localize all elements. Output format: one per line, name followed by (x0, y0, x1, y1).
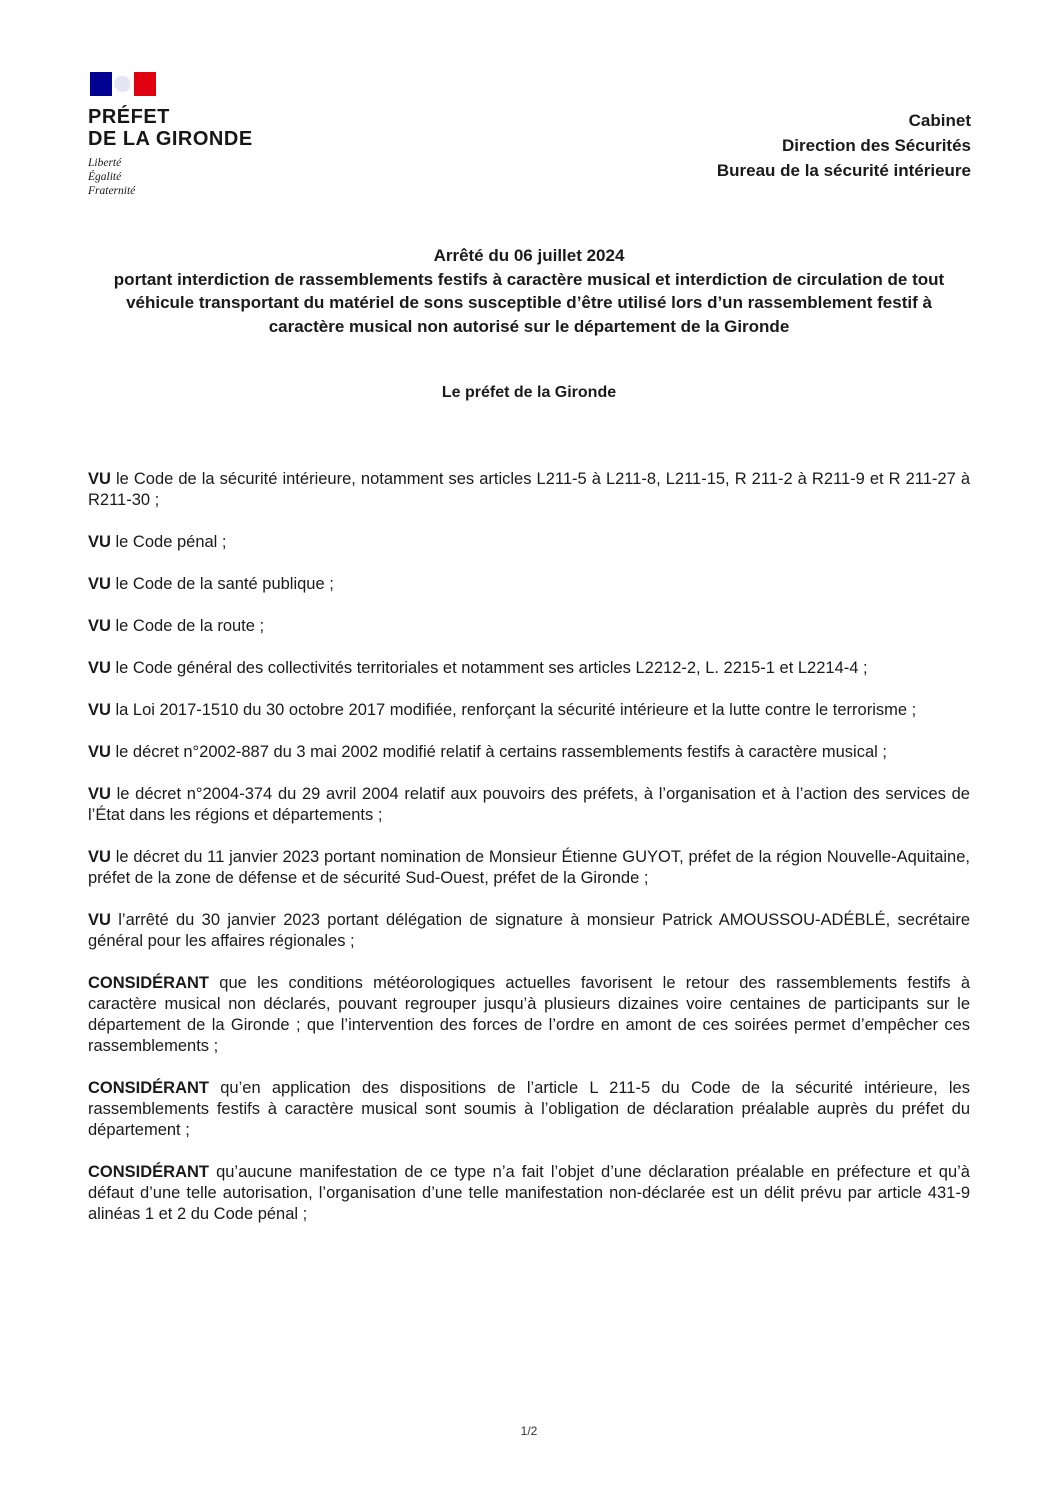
paragraph-text: le Code pénal ; (110, 533, 227, 551)
visa-paragraph (88, 574, 970, 595)
flag-red-band (134, 72, 156, 96)
paragraph-keyword: CONSIDÉRANT (88, 1079, 210, 1097)
visa-paragraph (88, 532, 970, 553)
service-cabinet: Cabinet (908, 111, 971, 130)
service-bureau: Bureau de la sécurité intérieure (716, 161, 971, 180)
paragraph-text: le décret n°2004-374 du 29 avril 2004 relatif aux pouvoirs des préfets, à l’organisation et à l’action des services de l’État dans les régions et départements ; (88, 785, 970, 824)
visa-paragraph (88, 973, 970, 1057)
paragraph-keyword: VU (88, 533, 111, 551)
devise-egalite: Égalité (88, 171, 122, 183)
paragraph-keyword: VU (88, 470, 111, 488)
paragraph-keyword: VU (88, 911, 111, 929)
paragraph-text: qu’en application des dispositions de l’article L 211-5 du Code de la sécurité intérieure, les rassemblements festifs à caractère musical sont soumis à l’obligation de déclaration préalable auprès du préfet du département ; (88, 1079, 970, 1139)
flag-blue-band (90, 72, 112, 96)
devise (88, 156, 308, 198)
visa-paragraph (88, 616, 970, 637)
paragraph-text: qu’aucune manifestation de ce type n’a fait l’objet d’une déclaration préalable en préfecture et qu’à défaut d’une telle autorisation, l’organisation d’une telle manifestation non-déclarée est un délit prévu par article 431-9 alinéas 1 et 2 du Code pénal ; (88, 1163, 970, 1223)
document-body (88, 469, 970, 1246)
visa-paragraph (88, 469, 970, 511)
visa-paragraph (88, 784, 970, 826)
paragraph-keyword: VU (88, 659, 111, 677)
paragraph-keyword: CONSIDÉRANT (88, 974, 210, 992)
paragraph-keyword: VU (88, 575, 111, 593)
paragraph-text: le décret du 11 janvier 2023 portant nomination de Monsieur Étienne GUYOT, préfet de la région Nouvelle-Aquitaine, préfet de la zone de défense et de sécurité Sud-Ouest, préfet de la Gironde ; (88, 848, 970, 887)
visa-paragraph (88, 742, 970, 763)
visa-paragraph (88, 910, 970, 952)
prefet-name (88, 106, 308, 150)
flag-white-band (112, 72, 134, 96)
visa-paragraph (88, 700, 970, 721)
paragraph-text: que les conditions météorologiques actuelles favorisent le retour des rassemblements festifs à caractère musical non déclarés, pouvant regrouper jusqu’à plusieurs dizaines voire centaines de participants sur le département de la Gironde ; que l’intervention des forces de l’ordre en amont de ces soirées permet d’empêcher ces rassemblements ; (88, 974, 970, 1055)
french-flag-icon (90, 72, 156, 96)
prefet-name-line2: DE LA GIRONDE (88, 128, 253, 150)
title-date: Arrêté du 06 juillet 2024 (433, 246, 625, 265)
visa-paragraph (88, 1078, 970, 1141)
paragraph-keyword: VU (88, 785, 111, 803)
visa-paragraph (88, 1162, 970, 1225)
paragraph-text: le Code de la santé publique ; (110, 575, 334, 593)
paragraph-text: la Loi 2017-1510 du 30 octobre 2017 modifiée, renforçant la sécurité intérieure et la lutte contre le terrorisme ; (110, 701, 917, 719)
paragraph-text: le Code de la sécurité intérieure, notamment ses articles L211-5 à L211-8, L211-15, R 211-2 à R211-9 et R 211-27 à R211-30 ; (88, 470, 970, 509)
paragraph-text: le décret n°2002-887 du 3 mai 2002 modifié relatif à certains rassemblements festifs à caractère musical ; (110, 743, 887, 761)
paragraph-keyword: CONSIDÉRANT (88, 1163, 210, 1181)
paragraph-text: le Code de la route ; (110, 617, 265, 635)
page-number: 1/2 (520, 1424, 538, 1438)
paragraph-text: l’arrêté du 30 janvier 2023 portant délégation de signature à monsieur Patrick AMOUSSOU-ADÉBLÉ, secrétaire général pour les affaires régionales ; (88, 911, 970, 950)
paragraph-text: le Code général des collectivités territoriales et notamment ses articles L2212-2, L. 2215-1 et L2214-4 ; (110, 659, 868, 677)
prefet-name-line1: PRÉFET (88, 106, 170, 128)
prefecture-logo (88, 72, 308, 198)
devise-fraternite: Fraternité (88, 185, 136, 197)
document-title (88, 244, 970, 338)
paragraph-keyword: VU (88, 848, 111, 866)
visa-paragraph (88, 847, 970, 889)
devise-liberte: Liberté (88, 157, 122, 169)
visa-paragraph (88, 658, 970, 679)
paragraph-keyword: VU (88, 617, 111, 635)
paragraph-keyword: VU (88, 743, 111, 761)
title-subject: portant interdiction de rassemblements festifs à caractère musical et interdiction de circulation de tout véhicule transportant du matériel de sons susceptible d’être utilisé lors d’un rassemblement festif à caractère musical non autorisé sur le département de la Gironde (113, 269, 945, 336)
paragraph-keyword: VU (88, 701, 111, 719)
author-line: Le préfet de la Gironde (441, 384, 617, 401)
service-direction: Direction des Sécurités (782, 136, 971, 155)
service-header (717, 108, 971, 183)
